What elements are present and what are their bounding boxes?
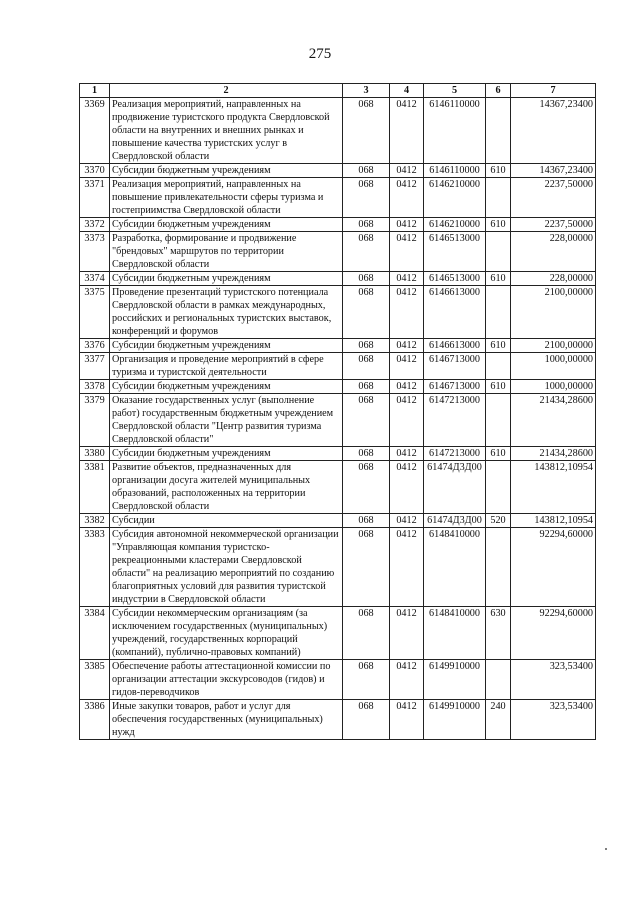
item-name-cell: Разработка, формирование и продвижение "брендовых" маршрутов по территории Свердловской области bbox=[110, 232, 343, 272]
table-row bbox=[80, 178, 596, 218]
item-name-cell: Субсидии бюджетным учреждениям bbox=[110, 218, 343, 232]
expense-type-cell bbox=[486, 660, 511, 700]
row-number-cell: 3378 bbox=[80, 380, 110, 394]
department-code-cell: 068 bbox=[343, 394, 390, 447]
row-number-cell: 3381 bbox=[80, 461, 110, 514]
section-code-cell: 0412 bbox=[390, 461, 424, 514]
target-article-cell: 61474Д3Д00 bbox=[424, 514, 486, 528]
header-cell: 5 bbox=[424, 84, 486, 98]
expense-type-cell bbox=[486, 528, 511, 607]
table-row bbox=[80, 98, 596, 164]
expense-type-cell bbox=[486, 286, 511, 339]
target-article-cell: 6146210000 bbox=[424, 218, 486, 232]
header-cell: 4 bbox=[390, 84, 424, 98]
item-name-cell: Иные закупки товаров, работ и услуг для обеспечения государственных (муниципальных) нужд bbox=[110, 700, 343, 740]
section-code-cell: 0412 bbox=[390, 98, 424, 164]
section-code-cell: 0412 bbox=[390, 353, 424, 380]
table-row bbox=[80, 660, 596, 700]
row-number-cell: 3383 bbox=[80, 528, 110, 607]
scan-speck bbox=[605, 848, 607, 850]
table-row bbox=[80, 339, 596, 353]
item-name-cell: Реализация мероприятий, направленных на продвижение туристского продукта Свердловской области на внутренних и внешних рынках и повышение качества туристских услуг в Свердловской области bbox=[110, 98, 343, 164]
target-article-cell: 6149910000 bbox=[424, 700, 486, 740]
row-number-cell: 3384 bbox=[80, 607, 110, 660]
amount-cell: 143812,10954 bbox=[511, 461, 596, 514]
table-row bbox=[80, 394, 596, 447]
target-article-cell: 61474Д3Д00 bbox=[424, 461, 486, 514]
amount-cell: 2237,50000 bbox=[511, 178, 596, 218]
table-row bbox=[80, 447, 596, 461]
item-name-cell: Обеспечение работы аттестационной комиссии по организации аттестации экскурсоводов (гидов) и гидов-переводчиков bbox=[110, 660, 343, 700]
expense-type-cell: 240 bbox=[486, 700, 511, 740]
department-code-cell: 068 bbox=[343, 98, 390, 164]
department-code-cell: 068 bbox=[343, 607, 390, 660]
target-article-cell: 6147213000 bbox=[424, 394, 486, 447]
item-name-cell: Субсидии бюджетным учреждениям bbox=[110, 339, 343, 353]
row-number-cell: 3385 bbox=[80, 660, 110, 700]
header-cell: 7 bbox=[511, 84, 596, 98]
department-code-cell: 068 bbox=[343, 461, 390, 514]
row-number-cell: 3371 bbox=[80, 178, 110, 218]
table-row bbox=[80, 700, 596, 740]
amount-cell: 143812,10954 bbox=[511, 514, 596, 528]
department-code-cell: 068 bbox=[343, 353, 390, 380]
table-row bbox=[80, 232, 596, 272]
item-name-cell: Субсидии бюджетным учреждениям bbox=[110, 380, 343, 394]
amount-cell: 2100,00000 bbox=[511, 339, 596, 353]
amount-cell: 2237,50000 bbox=[511, 218, 596, 232]
table-row bbox=[80, 607, 596, 660]
section-code-cell: 0412 bbox=[390, 447, 424, 461]
section-code-cell: 0412 bbox=[390, 178, 424, 218]
amount-cell: 21434,28600 bbox=[511, 394, 596, 447]
amount-cell: 1000,00000 bbox=[511, 353, 596, 380]
target-article-cell: 6146513000 bbox=[424, 232, 486, 272]
amount-cell: 228,00000 bbox=[511, 272, 596, 286]
row-number-cell: 3386 bbox=[80, 700, 110, 740]
expense-type-cell: 610 bbox=[486, 218, 511, 232]
row-number-cell: 3373 bbox=[80, 232, 110, 272]
item-name-cell: Проведение презентаций туристского потенциала Свердловской области в рамках международных, российских и региональных туристских выставок, конференций и форумов bbox=[110, 286, 343, 339]
expense-type-cell bbox=[486, 461, 511, 514]
amount-cell: 14367,23400 bbox=[511, 164, 596, 178]
department-code-cell: 068 bbox=[343, 380, 390, 394]
section-code-cell: 0412 bbox=[390, 607, 424, 660]
item-name-cell: Организация и проведение мероприятий в сфере туризма и туристской деятельности bbox=[110, 353, 343, 380]
expense-type-cell: 610 bbox=[486, 339, 511, 353]
target-article-cell: 6146210000 bbox=[424, 178, 486, 218]
department-code-cell: 068 bbox=[343, 700, 390, 740]
target-article-cell: 6149910000 bbox=[424, 660, 486, 700]
target-article-cell: 6146110000 bbox=[424, 98, 486, 164]
section-code-cell: 0412 bbox=[390, 700, 424, 740]
expense-type-cell bbox=[486, 178, 511, 218]
target-article-cell: 6146613000 bbox=[424, 339, 486, 353]
section-code-cell: 0412 bbox=[390, 528, 424, 607]
target-article-cell: 6148410000 bbox=[424, 607, 486, 660]
target-article-cell: 6146613000 bbox=[424, 286, 486, 339]
department-code-cell: 068 bbox=[343, 218, 390, 232]
table-row bbox=[80, 514, 596, 528]
table-body bbox=[80, 98, 596, 740]
budget-table bbox=[79, 83, 596, 740]
expense-type-cell: 610 bbox=[486, 272, 511, 286]
department-code-cell: 068 bbox=[343, 660, 390, 700]
row-number-cell: 3375 bbox=[80, 286, 110, 339]
row-number-cell: 3374 bbox=[80, 272, 110, 286]
header-cell: 2 bbox=[110, 84, 343, 98]
target-article-cell: 6146713000 bbox=[424, 380, 486, 394]
amount-cell: 21434,28600 bbox=[511, 447, 596, 461]
target-article-cell: 6146513000 bbox=[424, 272, 486, 286]
section-code-cell: 0412 bbox=[390, 218, 424, 232]
expense-type-cell: 520 bbox=[486, 514, 511, 528]
department-code-cell: 068 bbox=[343, 286, 390, 339]
table-row bbox=[80, 461, 596, 514]
row-number-cell: 3380 bbox=[80, 447, 110, 461]
department-code-cell: 068 bbox=[343, 178, 390, 218]
header-cell: 6 bbox=[486, 84, 511, 98]
table-row bbox=[80, 353, 596, 380]
expense-type-cell bbox=[486, 394, 511, 447]
row-number-cell: 3377 bbox=[80, 353, 110, 380]
item-name-cell: Субсидия автономной некоммерческой организации "Управляющая компания туристско-рекреационными кластерами Свердловской области" на реализацию мероприятий по созданию благоприятных условий для развития туристской индустрии в Свердловской области bbox=[110, 528, 343, 607]
row-number-cell: 3369 bbox=[80, 98, 110, 164]
amount-cell: 1000,00000 bbox=[511, 380, 596, 394]
expense-type-cell: 610 bbox=[486, 164, 511, 178]
expense-type-cell bbox=[486, 232, 511, 272]
department-code-cell: 068 bbox=[343, 447, 390, 461]
department-code-cell: 068 bbox=[343, 164, 390, 178]
expense-type-cell: 610 bbox=[486, 380, 511, 394]
amount-cell: 2100,00000 bbox=[511, 286, 596, 339]
section-code-cell: 0412 bbox=[390, 380, 424, 394]
table-row bbox=[80, 218, 596, 232]
header-cell: 1 bbox=[80, 84, 110, 98]
department-code-cell: 068 bbox=[343, 528, 390, 607]
amount-cell: 92294,60000 bbox=[511, 607, 596, 660]
item-name-cell: Оказание государственных услуг (выполнение работ) государственным бюджетным учреждением Свердловской области "Центр развития туризма Свердловской области" bbox=[110, 394, 343, 447]
department-code-cell: 068 bbox=[343, 339, 390, 353]
expense-type-cell bbox=[486, 353, 511, 380]
row-number-cell: 3372 bbox=[80, 218, 110, 232]
row-number-cell: 3382 bbox=[80, 514, 110, 528]
section-code-cell: 0412 bbox=[390, 394, 424, 447]
item-name-cell: Субсидии бюджетным учреждениям bbox=[110, 447, 343, 461]
section-code-cell: 0412 bbox=[390, 164, 424, 178]
amount-cell: 228,00000 bbox=[511, 232, 596, 272]
table-row bbox=[80, 528, 596, 607]
table-row bbox=[80, 380, 596, 394]
section-code-cell: 0412 bbox=[390, 339, 424, 353]
amount-cell: 323,53400 bbox=[511, 660, 596, 700]
table-row bbox=[80, 272, 596, 286]
table-row bbox=[80, 164, 596, 178]
item-name-cell: Развитие объектов, предназначенных для организации досуга жителей муниципальных образований, расположенных на территории Свердловской области bbox=[110, 461, 343, 514]
target-article-cell: 6146713000 bbox=[424, 353, 486, 380]
amount-cell: 14367,23400 bbox=[511, 98, 596, 164]
section-code-cell: 0412 bbox=[390, 272, 424, 286]
row-number-cell: 3370 bbox=[80, 164, 110, 178]
row-number-cell: 3379 bbox=[80, 394, 110, 447]
department-code-cell: 068 bbox=[343, 232, 390, 272]
row-number-cell: 3376 bbox=[80, 339, 110, 353]
item-name-cell: Реализация мероприятий, направленных на повышение привлекательности сферы туризма и гостеприимства Свердловской области bbox=[110, 178, 343, 218]
target-article-cell: 6146110000 bbox=[424, 164, 486, 178]
department-code-cell: 068 bbox=[343, 514, 390, 528]
table-header-row bbox=[80, 84, 596, 98]
item-name-cell: Субсидии бюджетным учреждениям bbox=[110, 164, 343, 178]
department-code-cell: 068 bbox=[343, 272, 390, 286]
target-article-cell: 6148410000 bbox=[424, 528, 486, 607]
item-name-cell: Субсидии некоммерческим организациям (за исключением государственных (муниципальных) учреждений, государственных корпораций (компаний), публично-правовых компаний) bbox=[110, 607, 343, 660]
item-name-cell: Субсидии бюджетным учреждениям bbox=[110, 272, 343, 286]
expense-type-cell: 630 bbox=[486, 607, 511, 660]
section-code-cell: 0412 bbox=[390, 286, 424, 339]
page-number: 275 bbox=[308, 46, 332, 62]
section-code-cell: 0412 bbox=[390, 232, 424, 272]
amount-cell: 323,53400 bbox=[511, 700, 596, 740]
expense-type-cell bbox=[486, 98, 511, 164]
header-cell: 3 bbox=[343, 84, 390, 98]
table-row bbox=[80, 286, 596, 339]
item-name-cell: Субсидии bbox=[110, 514, 343, 528]
expense-type-cell: 610 bbox=[486, 447, 511, 461]
target-article-cell: 6147213000 bbox=[424, 447, 486, 461]
section-code-cell: 0412 bbox=[390, 660, 424, 700]
amount-cell: 92294,60000 bbox=[511, 528, 596, 607]
section-code-cell: 0412 bbox=[390, 514, 424, 528]
